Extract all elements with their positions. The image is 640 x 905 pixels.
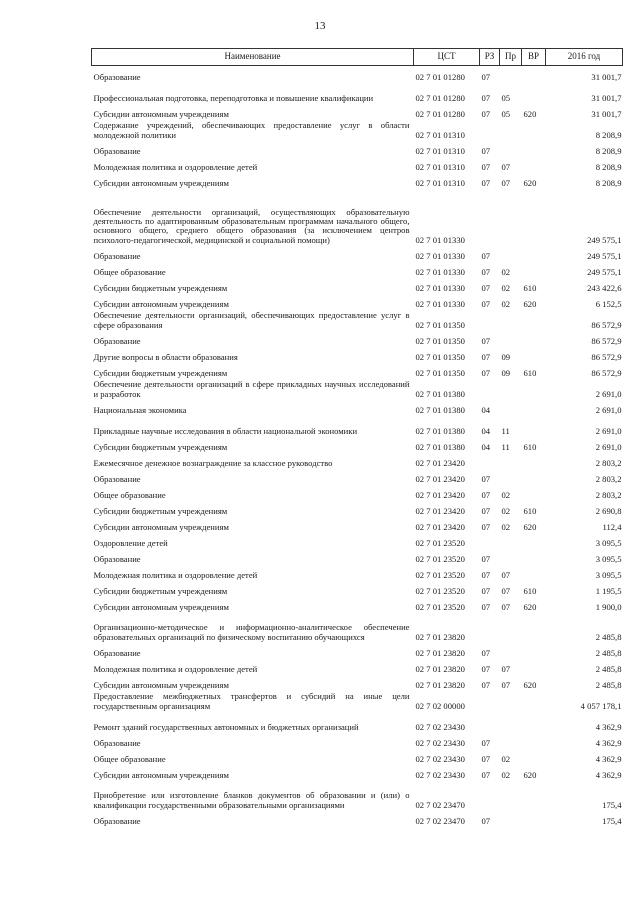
- cell-vr: [522, 564, 546, 580]
- table-row: [92, 346, 623, 362]
- cell-rz: 07: [481, 250, 491, 261]
- cell-pr: [500, 399, 522, 415]
- cell-pr: [500, 140, 522, 156]
- table-row: [92, 564, 623, 580]
- cell-vr: [522, 309, 546, 330]
- cell-name: Общее образование: [93, 266, 166, 277]
- table-row: [92, 330, 623, 346]
- cell-cst: 02 7 01 01350: [415, 335, 465, 346]
- cell-rz: 07: [481, 298, 491, 309]
- cell-pr: 02: [501, 769, 511, 780]
- cell-name: Субсидии бюджетным учреждениям: [93, 505, 228, 516]
- cell-rz: [480, 690, 500, 711]
- cell-pr: 05: [501, 108, 511, 119]
- cell-rz: 07: [481, 663, 491, 674]
- cell-cst: 02 7 01 01350: [415, 351, 465, 362]
- cell-rz: 07: [481, 737, 491, 748]
- cell-pr: 11: [501, 441, 510, 452]
- cell-cst: 02 7 01 23520: [415, 585, 465, 596]
- cell-vr: [522, 119, 546, 140]
- cell-amount: 112,4: [602, 521, 622, 532]
- cell-cst: 02 7 01 01350: [415, 367, 465, 378]
- table-row: [92, 596, 623, 612]
- cell-rz: 07: [481, 521, 491, 532]
- cell-vr: [522, 346, 546, 362]
- cell-name: Субсидии автономным учреждениям: [93, 679, 229, 690]
- cell-amount: 8 208,9: [595, 145, 622, 156]
- cell-vr: [522, 690, 546, 711]
- cell-pr: [500, 66, 522, 83]
- cell-cst: 02 7 02 00000: [415, 700, 465, 711]
- cell-cst: 02 7 01 23420: [415, 489, 465, 500]
- cell-vr: [522, 780, 546, 810]
- header-cst: ЦСТ: [414, 49, 480, 66]
- cell-pr: [500, 378, 522, 399]
- cell-name: Образование: [93, 145, 141, 156]
- cell-pr: [500, 780, 522, 810]
- cell-amount: 86 572,9: [591, 367, 622, 378]
- cell-rz: 07: [481, 108, 491, 119]
- cell-name: Молодежная политика и оздоровление детей: [93, 161, 258, 172]
- cell-cst: 02 7 01 01310: [415, 145, 465, 156]
- table-row: [92, 658, 623, 674]
- cell-cst: 02 7 01 01330: [415, 282, 465, 293]
- cell-amount: 243 422,6: [587, 282, 622, 293]
- cell-rz: [480, 711, 500, 732]
- cell-cst: 02 7 01 23520: [415, 537, 465, 548]
- table-row: [92, 711, 623, 732]
- cell-cst: 02 7 01 01330: [415, 298, 465, 309]
- cell-name: Субсидии автономным учреждениям: [93, 177, 229, 188]
- table-row: [92, 399, 623, 415]
- cell-name: Образование: [93, 647, 141, 658]
- cell-vr: [522, 82, 546, 103]
- cell-amount: 2 485,8: [595, 663, 622, 674]
- cell-amount: 86 572,9: [591, 319, 622, 330]
- cell-rz: 07: [481, 282, 491, 293]
- cell-rz: [480, 612, 500, 642]
- cell-amount: 6 152,5: [595, 298, 622, 309]
- cell-vr: [522, 261, 546, 277]
- cell-name: Организационно-методическое и информационно-аналитическое обеспечение образовательных организаций по физическому воспитанию обучающихся: [93, 622, 410, 642]
- cell-amount: 86 572,9: [591, 335, 622, 346]
- table-row: [92, 484, 623, 500]
- cell-name: Оздоровление детей: [93, 537, 168, 548]
- cell-vr: 610: [523, 367, 537, 378]
- cell-amount: 2 485,8: [595, 679, 622, 690]
- cell-pr: 07: [501, 585, 511, 596]
- cell-cst: 02 7 01 01330: [415, 266, 465, 277]
- cell-amount: 8 208,9: [595, 177, 622, 188]
- table-row: [92, 415, 623, 436]
- cell-rz: [480, 309, 500, 330]
- cell-vr: 620: [523, 108, 537, 119]
- cell-cst: 02 7 01 01380: [415, 388, 465, 399]
- table-row: [92, 119, 623, 140]
- cell-amount: 249 575,1: [587, 266, 622, 277]
- cell-name: Национальная экономика: [93, 404, 187, 415]
- cell-cst: 02 7 01 23820: [415, 663, 465, 674]
- table-row: [92, 245, 623, 261]
- cell-vr: [522, 415, 546, 436]
- cell-vr: [522, 642, 546, 658]
- cell-name: Субсидии автономным учреждениям: [93, 521, 229, 532]
- cell-name: Образование: [93, 553, 141, 564]
- cell-rz: [480, 378, 500, 399]
- cell-name: Образование: [93, 335, 141, 346]
- cell-cst: 02 7 01 01280: [415, 108, 465, 119]
- cell-rz: [480, 119, 500, 140]
- cell-vr: [522, 810, 546, 826]
- cell-rz: [480, 188, 500, 245]
- cell-cst: 02 7 02 23430: [415, 721, 465, 732]
- cell-cst: 02 7 01 23420: [415, 457, 465, 468]
- cell-pr: 07: [501, 679, 511, 690]
- cell-amount: 86 572,9: [591, 351, 622, 362]
- cell-pr: 09: [501, 351, 511, 362]
- cell-cst: 02 7 01 01310: [415, 161, 465, 172]
- table-row: [92, 780, 623, 810]
- cell-rz: 07: [481, 489, 491, 500]
- cell-cst: 02 7 01 23520: [415, 601, 465, 612]
- cell-cst: 02 7 01 01310: [415, 177, 465, 188]
- cell-pr: [500, 309, 522, 330]
- cell-pr: [500, 732, 522, 748]
- cell-name: Обеспечение деятельности организаций в сфере прикладных научных исследований и разработок: [93, 379, 410, 399]
- cell-amount: 4 362,9: [595, 753, 622, 764]
- cell-vr: 610: [523, 505, 537, 516]
- cell-pr: [500, 690, 522, 711]
- cell-amount: 175,4: [602, 799, 622, 810]
- cell-vr: 610: [523, 441, 537, 452]
- cell-rz: 07: [481, 647, 491, 658]
- cell-amount: 8 208,9: [595, 161, 622, 172]
- cell-cst: 02 7 02 23430: [415, 737, 465, 748]
- cell-vr: [522, 658, 546, 674]
- cell-amount: 2 485,8: [595, 631, 622, 642]
- cell-cst: 02 7 01 23820: [415, 631, 465, 642]
- cell-vr: 620: [523, 521, 537, 532]
- cell-vr: 620: [523, 601, 537, 612]
- cell-rz: 07: [481, 569, 491, 580]
- table-row: [92, 642, 623, 658]
- table-row: [92, 188, 623, 245]
- table-row: [92, 378, 623, 399]
- table-row: [92, 468, 623, 484]
- cell-name: Субсидии бюджетным учреждениям: [93, 367, 228, 378]
- cell-pr: 11: [501, 425, 510, 436]
- cell-rz: [480, 532, 500, 548]
- table-row: [92, 261, 623, 277]
- cell-pr: [500, 642, 522, 658]
- cell-name: Субсидии автономным учреждениям: [93, 298, 229, 309]
- cell-cst: 02 7 01 01350: [415, 319, 465, 330]
- cell-rz: 04: [481, 425, 491, 436]
- cell-amount: 3 095,5: [595, 569, 622, 580]
- cell-name: Содержание учреждений, обеспечивающих предоставление услуг в области молодежной политики: [93, 120, 410, 140]
- cell-cst: 02 7 01 23420: [415, 505, 465, 516]
- table-row: [92, 748, 623, 764]
- page-number: 13: [314, 20, 326, 32]
- cell-pr: [500, 452, 522, 468]
- header-rz: РЗ: [480, 49, 500, 66]
- cell-cst: 02 7 01 01380: [415, 404, 465, 415]
- cell-name: Молодежная политика и оздоровление детей: [93, 569, 258, 580]
- table-row: [92, 66, 623, 83]
- cell-vr: [522, 484, 546, 500]
- table-row: [92, 436, 623, 452]
- cell-vr: [522, 468, 546, 484]
- table-row: [92, 532, 623, 548]
- cell-pr: 02: [501, 298, 511, 309]
- cell-cst: 02 7 01 23520: [415, 553, 465, 564]
- cell-amount: 4 057 178,1: [580, 700, 622, 711]
- cell-pr: [500, 711, 522, 732]
- cell-vr: [522, 532, 546, 548]
- cell-pr: 02: [501, 521, 511, 532]
- cell-name: Образование: [93, 71, 141, 82]
- cell-name: Общее образование: [93, 753, 166, 764]
- cell-rz: 07: [481, 161, 491, 172]
- table-row: [92, 309, 623, 330]
- cell-rz: 07: [481, 71, 491, 82]
- cell-pr: 02: [501, 282, 511, 293]
- cell-vr: [522, 711, 546, 732]
- cell-cst: 02 7 01 23420: [415, 473, 465, 484]
- cell-rz: 07: [481, 585, 491, 596]
- cell-amount: 2 691,0: [595, 425, 622, 436]
- cell-pr: 02: [501, 489, 511, 500]
- cell-name: Субсидии автономным учреждениям: [93, 108, 229, 119]
- cell-amount: 31 001,7: [591, 71, 622, 82]
- cell-cst: 02 7 02 23470: [415, 815, 465, 826]
- cell-cst: 02 7 01 23420: [415, 521, 465, 532]
- cell-rz: 07: [481, 177, 491, 188]
- cell-vr: [522, 732, 546, 748]
- cell-name: Субсидии бюджетным учреждениям: [93, 282, 228, 293]
- cell-amount: 249 575,1: [587, 250, 622, 261]
- cell-pr: 07: [501, 663, 511, 674]
- cell-pr: [500, 612, 522, 642]
- cell-pr: 09: [501, 367, 511, 378]
- header-amount: 2016 год: [546, 49, 623, 66]
- cell-amount: 2 690,8: [595, 505, 622, 516]
- table-row: [92, 277, 623, 293]
- cell-vr: 620: [523, 177, 537, 188]
- cell-pr: 05: [501, 92, 511, 103]
- cell-pr: 07: [501, 177, 511, 188]
- cell-cst: 02 7 01 23820: [415, 679, 465, 690]
- cell-rz: 07: [481, 351, 491, 362]
- cell-pr: [500, 810, 522, 826]
- cell-cst: 02 7 01 01280: [415, 92, 465, 103]
- cell-amount: 249 575,1: [587, 234, 622, 245]
- cell-amount: 4 362,9: [595, 737, 622, 748]
- table-row: [92, 690, 623, 711]
- cell-amount: 2 485,8: [595, 647, 622, 658]
- cell-amount: 31 001,7: [591, 108, 622, 119]
- table-row: [92, 500, 623, 516]
- cell-amount: 2 691,0: [595, 404, 622, 415]
- cell-rz: 07: [481, 753, 491, 764]
- cell-name: Обеспечение деятельности организаций, обеспечивающих предоставление услуг в сфере образования: [93, 310, 410, 330]
- cell-cst: 02 7 01 01330: [415, 250, 465, 261]
- cell-vr: 620: [523, 769, 537, 780]
- cell-name: Приобретение или изготовление бланков документов об образовании и (или) о квалификации государственными образовательными организациями: [93, 790, 410, 810]
- cell-rz: 07: [481, 92, 491, 103]
- cell-cst: 02 7 01 23820: [415, 647, 465, 658]
- cell-amount: 3 095,5: [595, 537, 622, 548]
- cell-cst: 02 7 01 23520: [415, 569, 465, 580]
- table-row: [92, 452, 623, 468]
- cell-rz: [480, 452, 500, 468]
- cell-rz: 07: [481, 335, 491, 346]
- table-row: [92, 732, 623, 748]
- table-row: [92, 548, 623, 564]
- cell-rz: 04: [481, 441, 491, 452]
- cell-name: Общее образование: [93, 489, 166, 500]
- cell-name: Профессиональная подготовка, переподготовка и повышение квалификации: [93, 92, 374, 103]
- table-row: [92, 674, 623, 690]
- cell-vr: [522, 140, 546, 156]
- table-header: [92, 49, 623, 66]
- cell-amount: 1 900,0: [595, 601, 622, 612]
- cell-vr: [522, 66, 546, 83]
- table-row: [92, 293, 623, 309]
- cell-vr: 620: [523, 298, 537, 309]
- cell-pr: [500, 468, 522, 484]
- cell-amount: 2 803,2: [595, 457, 622, 468]
- cell-pr: 07: [501, 161, 511, 172]
- cell-name: Образование: [93, 815, 141, 826]
- header-vr: ВР: [522, 49, 546, 66]
- cell-rz: 07: [481, 505, 491, 516]
- cell-name: Субсидии автономным учреждениям: [93, 601, 229, 612]
- cell-rz: 07: [481, 679, 491, 690]
- table-row: [92, 172, 623, 188]
- header-name: Наименование: [92, 49, 414, 66]
- cell-rz: 07: [481, 473, 491, 484]
- cell-name: Обеспечение деятельности организаций, осуществляющих образовательную деятельность по адаптированным образовательным программам начального общего, основного общего, среднего общего образования (за исключением центров психолого-педагогической, медицинской и социальной помощи): [93, 206, 410, 245]
- table-row: [92, 362, 623, 378]
- cell-rz: 04: [481, 404, 491, 415]
- cell-amount: 175,4: [602, 815, 622, 826]
- table-row: [92, 156, 623, 172]
- cell-pr: [500, 548, 522, 564]
- cell-vr: 610: [523, 282, 537, 293]
- cell-name: Ежемесячное денежное вознаграждение за классное руководство: [93, 457, 333, 468]
- cell-pr: 02: [501, 505, 511, 516]
- cell-vr: 620: [523, 679, 537, 690]
- cell-name: Образование: [93, 250, 141, 261]
- cell-rz: 07: [481, 815, 491, 826]
- cell-cst: 02 7 01 01330: [415, 234, 465, 245]
- cell-rz: 07: [481, 601, 491, 612]
- cell-vr: [522, 548, 546, 564]
- cell-cst: 02 7 02 23430: [415, 753, 465, 764]
- cell-vr: [522, 378, 546, 399]
- header-pr: Пр: [500, 49, 522, 66]
- cell-pr: [500, 245, 522, 261]
- cell-cst: 02 7 01 01380: [415, 425, 465, 436]
- cell-name: Прикладные научные исследования в области национальной экономики: [93, 425, 358, 436]
- cell-amount: 31 001,7: [591, 92, 622, 103]
- cell-pr: 02: [501, 753, 511, 764]
- cell-vr: [522, 612, 546, 642]
- cell-name: Субсидии бюджетным учреждениям: [93, 441, 228, 452]
- cell-cst: 02 7 01 01310: [415, 129, 465, 140]
- cell-pr: [500, 330, 522, 346]
- table-row: [92, 140, 623, 156]
- cell-name: Образование: [93, 473, 141, 484]
- cell-vr: [522, 156, 546, 172]
- cell-amount: 1 195,5: [595, 585, 622, 596]
- cell-vr: [522, 245, 546, 261]
- table-row: [92, 516, 623, 532]
- cell-vr: [522, 188, 546, 245]
- cell-name: Субсидии бюджетным учреждениям: [93, 585, 228, 596]
- cell-cst: 02 7 02 23430: [415, 769, 465, 780]
- cell-amount: 4 362,9: [595, 721, 622, 732]
- cell-rz: 07: [481, 553, 491, 564]
- table-row: [92, 580, 623, 596]
- cell-amount: 2 803,2: [595, 473, 622, 484]
- cell-vr: [522, 330, 546, 346]
- cell-amount: 2 691,0: [595, 388, 622, 399]
- cell-vr: [522, 748, 546, 764]
- table-row: [92, 810, 623, 826]
- cell-pr: [500, 532, 522, 548]
- table-body: [92, 66, 623, 827]
- cell-rz: [480, 780, 500, 810]
- cell-vr: 610: [523, 585, 537, 596]
- cell-amount: 8 208,9: [595, 129, 622, 140]
- cell-amount: 2 691,0: [595, 441, 622, 452]
- table-row: [92, 82, 623, 103]
- cell-pr: 07: [501, 601, 511, 612]
- table-row: [92, 764, 623, 780]
- cell-name: Субсидии автономным учреждениям: [93, 769, 229, 780]
- cell-cst: 02 7 01 01280: [415, 71, 465, 82]
- budget-table: [91, 48, 623, 826]
- table-row: [92, 612, 623, 642]
- cell-rz: 07: [481, 769, 491, 780]
- cell-cst: 02 7 02 23470: [415, 799, 465, 810]
- cell-amount: 2 803,2: [595, 489, 622, 500]
- cell-cst: 02 7 01 01380: [415, 441, 465, 452]
- cell-name: Другие вопросы в области образования: [93, 351, 238, 362]
- cell-rz: 07: [481, 367, 491, 378]
- cell-rz: 07: [481, 266, 491, 277]
- cell-vr: [522, 452, 546, 468]
- cell-name: Образование: [93, 737, 141, 748]
- cell-pr: [500, 119, 522, 140]
- cell-name: Молодежная политика и оздоровление детей: [93, 663, 258, 674]
- cell-vr: [522, 399, 546, 415]
- cell-amount: 3 095,5: [595, 553, 622, 564]
- cell-amount: 4 362,9: [595, 769, 622, 780]
- cell-pr: 07: [501, 569, 511, 580]
- cell-name: Предоставление межбюджетных трансфертов и субсидий на иные цели государственным организациям: [93, 691, 410, 711]
- table-row: [92, 103, 623, 119]
- cell-rz: 07: [481, 145, 491, 156]
- cell-name: Ремонт зданий государственных автономных и бюджетных организаций: [93, 721, 359, 732]
- cell-pr: 02: [501, 266, 511, 277]
- cell-pr: [500, 188, 522, 245]
